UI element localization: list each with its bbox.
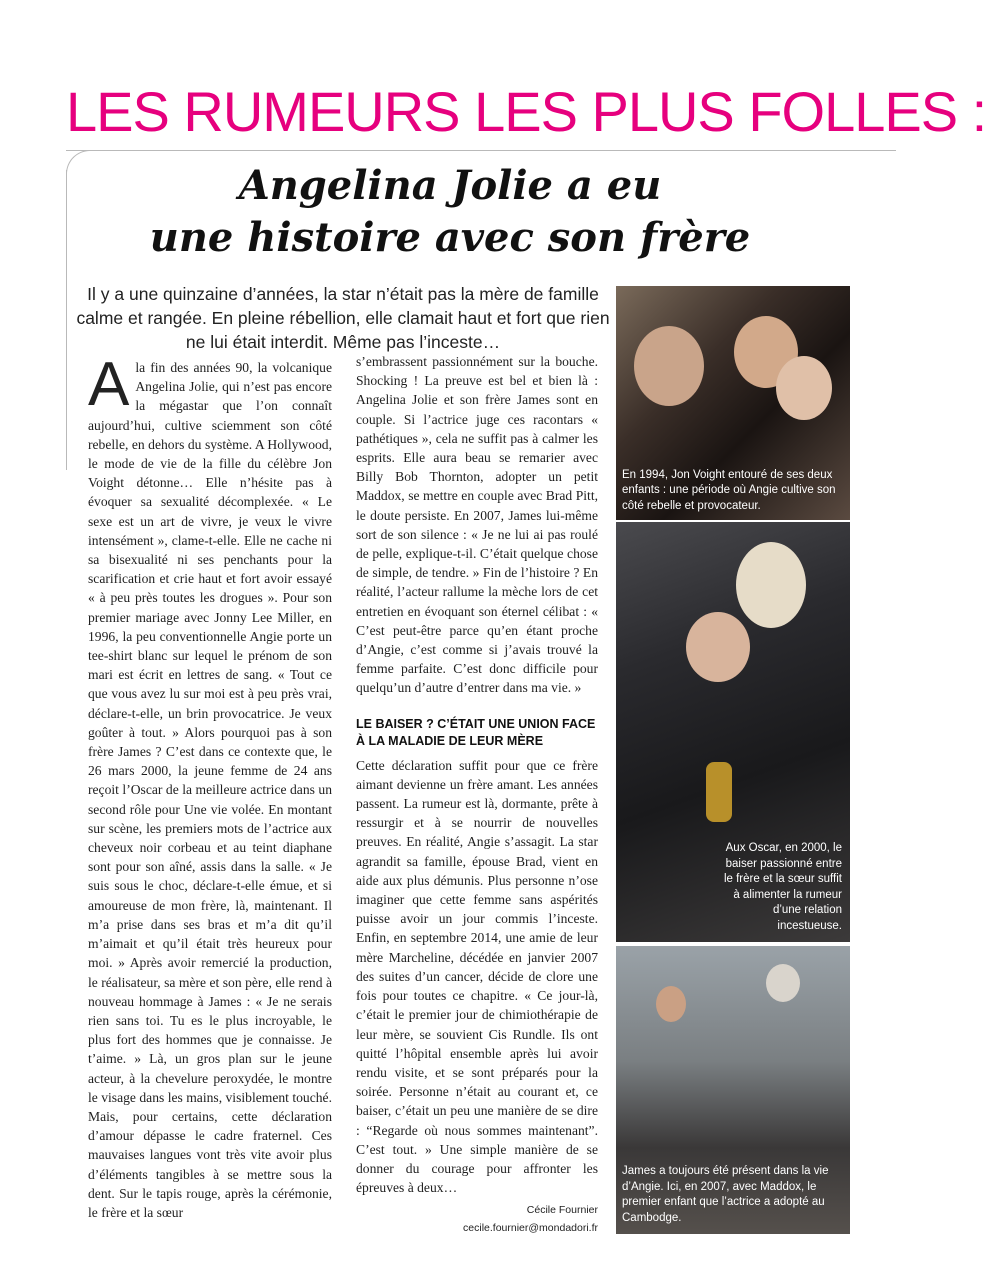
face-shape	[634, 326, 704, 406]
oscar-statuette	[706, 762, 732, 822]
face-shape	[766, 964, 800, 1002]
drop-cap: A	[88, 350, 130, 419]
headline-line-1: Angelina Jolie a eu	[238, 162, 662, 209]
byline	[356, 1201, 598, 1237]
column-2-text: s’embrassent passionnément sur la bouche. Shocking ! La preuve est bel et bien là : Angelina Jolie et son frère James sont en couple. Si l’actrice juge ces racontars « pathétiques », cela ne suffit pas à calmer les esprits. Elle aura beau se remarier avec Billy Bob Thornton, adopter un petit Maddox, se mettre en couple avec Brad Pitt, le doute persiste. En 2007, James lui-même sort de son silence : « Je ne lui ai pas roulé de pelle, explique-t-il. C’était quelque chose de simple, de tendre. » Fin de l’histoire ? En réalité, l’acteur rallume la mèche lors de cet entretien en évoquant son éternel célibat : « C’est peut-être parce qu’en étant proche d’Angie, c’est comme si j’avais trouvé la femme parfaite. C’est donc difficile pour quelqu’un d’autre d’entrer dans ma vie. »	[356, 354, 598, 696]
standfirst: Il y a une quinzaine d’années, la star n’était pas la mère de famille calme et rangée. En pleine rébellion, elle clamait haut et fort que rien ne lui était interdit. Même pas l’inceste…	[76, 284, 610, 352]
column-1-text: la fin des années 90, la volcanique Angelina Jolie, qui n’est pas encore la mégastar que l’on connaît aujourd’hui, cultive sciemment son côté rebelle, en dehors du système. A Hollywood, le mode de vie de la fille du célèbre Jon Voight détonne… Elle n’hésite pas à évoquer sa sexualité décomplexée. « Le sexe est un art de vivre, je veux le vivre intensément », clame-t-elle. Elle ne cache ni sa bisexualité ni ses penchants pour la scarification et crie haut et fort avoir essayé « à peu près toutes les drogues ». Pour son premier mariage avec Jonny Lee Miller, en 1996, la peu conventionnelle Angie porte un tee-shirt blanc sur lequel le prénom de son mari est écrit en lettres de sang. « Tout ce que vous avez lu sur moi est à peu près vrai, déclare-t-elle, un brin provocatrice. Je veux goûter à tout. » Alors pourquoi pas à son frère James ? C’est dans ce contexte que, le 26 mars 2000, la jeune femme de 24 ans reçoit l’Oscar de la meilleure actrice dans un second rôle pour Une vie volée. En montant sur scène, les premiers mots de l’actrice aux cheveux noir corbeau et au teint diaphane sont pour son aîné, assis dans la salle. « Je suis sous le choc, déclare-t-elle émue, et si amoureuse de mon frère, là, maintenant. Il m’a prise dans ses bras et m’a dit qu’il m’aimait et qu’il était très heureux pour moi. » Après avoir remercié la production, le réalisateur, sa mère et son père, elle rend à nouveau hommage à James : « Je ne serais rien sans toi. Tu es le plus incroyable, le plus fort des hommes que je connaisse. Je t’aime. » Là, un gros plan sur le jeune acteur, à la chevelure peroxydée, le montre le visage dans les mains, visiblement touché. Mais, pour certains, cette déclaration d’amour dépasse le cadre fraternel. Ces mauvaises langues vont très vite avoir plus d’éléments tangibles à se mettre sous la dent. Sur le tapis rouge, après la cérémonie, le frère et la sœur	[88, 360, 332, 1220]
frame-corner	[66, 150, 91, 175]
photo-family	[616, 286, 850, 520]
photo-caption: Aux Oscar, en 2000, le baiser passionné entre le frère et la sœur suffit à alimenter la rumeur d’une relation incestueuse.	[723, 842, 842, 932]
article-column-2	[356, 352, 598, 1235]
author-email[interactable]: cecile.fournier@mondadori.fr	[463, 1222, 598, 1235]
frame-top-rule	[66, 150, 896, 151]
face-shape	[686, 612, 750, 682]
face-shape	[656, 986, 686, 1022]
frame-left-rule	[66, 170, 67, 470]
face-shape	[776, 356, 832, 420]
section-kicker: LES RUMEURS LES PLUS FOLLES :	[66, 80, 986, 143]
photo-caption: En 1994, Jon Voight entouré de ses deux enfants : une période où Angie cultive son côté rebelle et provocateur.	[622, 468, 836, 512]
article-column-1	[88, 350, 332, 1220]
headline-line-2: une histoire avec son frère	[149, 214, 751, 261]
face-shape	[736, 542, 806, 628]
author-name: Cécile Fournier	[526, 1204, 598, 1217]
column-2-text-b: Cette déclaration suffit pour que ce frère aimant devienne un frère amant. Les années passent. La rumeur est là, dormante, prête à ressurgir et à se nourrir de nouvelles preuves. En réalité, Angie s’assagit. La star agrandit sa famille, épouse Brad, vient en aide aux plus démunis. Plus personne n’ose imaginer que cette femme sans aspérités puisse avoir un jour commis l’inceste. Enfin, en septembre 2014, une amie de leur mère Marcheline, décédée en janvier 2007 des suites d’un cancer, décide de clore une fois pour toutes ce chapitre. « Ce jour-là, c’était le premier jour de chimiothérapie de leur mère, se souvient Cis Rundle. Ils ont quitté l’hôpital ensemble après lui avoir rendu visite, et se sont préparés pour la soirée. Personne n’était au courant et, ce baiser, c’était un peu une manière de se dire : “Regarde où nous sommes maintenant”. C’est tout. » Une simple manière de se donner du courage pour affronter les épreuves à deux…	[356, 757, 598, 1196]
subheading: LE BAISER ? C’ÉTAIT UNE UNION FACE À LA MALADIE DE LEUR MÈRE	[356, 716, 596, 748]
photo-caption: James a toujours été présent dans la vie d’Angie. Ici, en 2007, avec Maddox, le premier enfant que l’actrice a adopté au Cambodge.	[622, 1165, 829, 1224]
photo-oscar-kiss	[616, 522, 850, 942]
photo-street	[616, 946, 850, 1234]
headline	[90, 160, 810, 264]
